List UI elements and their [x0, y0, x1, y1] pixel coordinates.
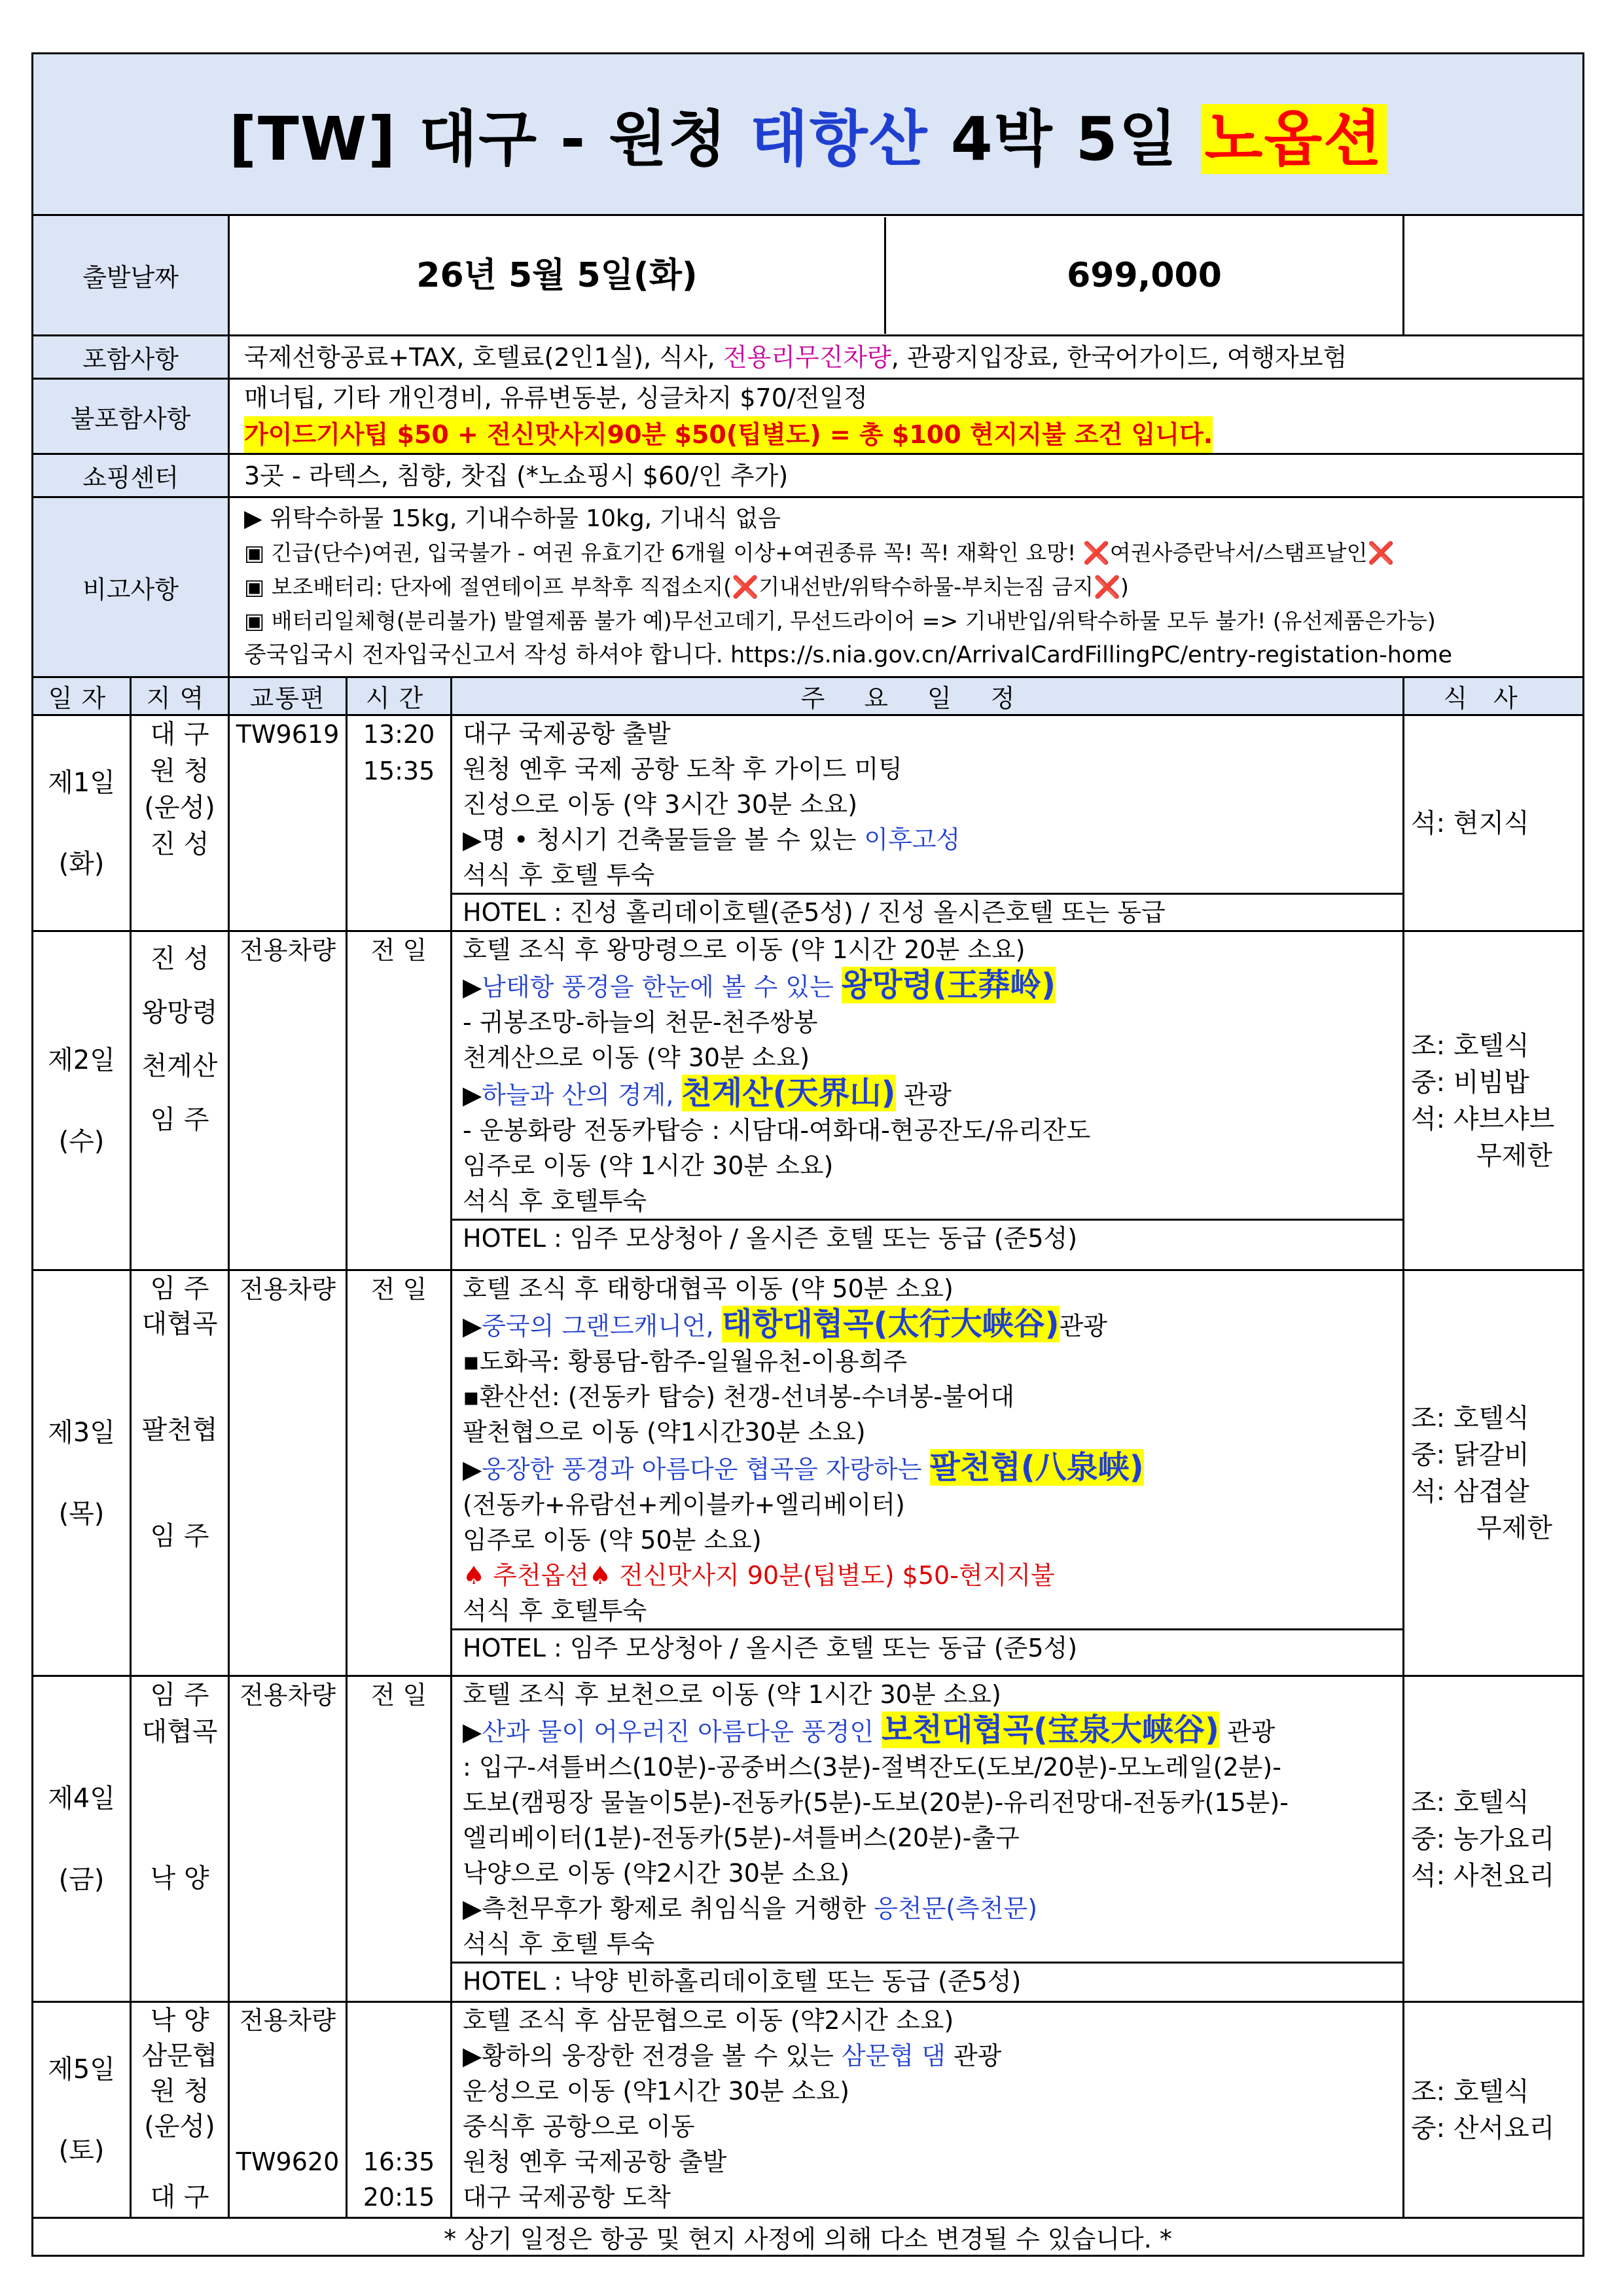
- transport-cell: 전용차량: [229, 1270, 347, 1676]
- note-item: ▣ 보조배터리: 단자에 절연테이프 부착후 직접소지(❌기내선반/위탁수하물-부치는짐 금지❌): [244, 574, 1129, 600]
- schedule-cell: 대구 국제공항 출발 원청 옌후 국제 공항 도착 후 가이드 미팅 진성으로 이동 (약 3시간 30분 소요) ▶명 • 청시기 건축물들을 볼 수 있는 이후고성 석식 후 호텔 투숙 HOTEL : 진성 홀리데이호텔(준5성) / 진성 올시즌호텔 또는 동급: [452, 715, 1404, 931]
- transport-cell: 전용차량: [229, 931, 347, 1270]
- header-meal: 식사: [1404, 677, 1584, 715]
- hotel-line: HOTEL : 임주 모상청아 / 올시즌 호텔 또는 동급 (준5성): [452, 1219, 1402, 1256]
- highlight-attraction: 태항대협곡(太行大峡谷): [721, 1306, 1060, 1342]
- highlight-attraction: 왕망령(王莽岭): [841, 967, 1056, 1003]
- schedule-cell: 호텔 조식 후 보천으로 이동 (약 1시간 30분 소요) ▶산과 물이 어우러진 아름다운 풍경인 보천대협곡(宝泉大峡谷) 관광 : 입구-셔틀버스(10분)-공중버스(3분)-절벽잔도(도보/20분)-모노레일(2분)- 도보(캠핑장 물놀이5분)-전동카(5분)-도보(20분)-유리전망대-전동카(15분)- 엘리베이터(1분)-전동카(5분)-셔틀버스(20분)-출구 낙양으로 이동 (약2시간 30분 소요) ▶측천무후가 황제로 취임식을 거행한 응천문(측천문) 석식 후 호텔 투숙 HOTEL : 낙양 빈하홀리데이호텔 또는 동급 (준5성): [452, 1676, 1404, 2002]
- day-cell: 제4일 (금): [33, 1676, 131, 2002]
- day-row: [33, 931, 1584, 1270]
- day-cell: 제5일 (토): [33, 2002, 131, 2218]
- hotel-line: HOTEL : 임주 모상청아 / 올시즌 호텔 또는 동급 (준5성): [452, 1628, 1402, 1666]
- footer-disclaimer: * 상기 일정은 항공 및 현지 사정에 의해 다소 변경될 수 있습니다. *: [33, 2218, 1584, 2256]
- schedule-cell: 호텔 조식 후 태항대협곡 이동 (약 50분 소요) ▶중국의 그랜드캐니언, 태항대협곡(太行大峡谷)관광 ▪도화곡: 황룡담-함주-일월유천-이용희주 ▪환산선: (전동카 탑승) 천갱-선녀봉-수녀봉-불어대 팔천협으로 이동 (약1시간30분 소요) ▶웅장한 풍경과 아름다운 협곡을 자랑하는 팔천협(八泉峡) (전동카+유람선+케이블카+엘리베이터) 임주로 이동 (약 50분 소요) ♠ 추천옵션♠ 전신맛사지 90분(팁별도) $50-현지지불 석식 후 호텔투숙 HOTEL : 임주 모상청아 / 올시즌 호텔 또는 동급 (준5성): [452, 1270, 1404, 1676]
- note-item: ▶ 위탁수하물 15kg, 기내수하물 10kg, 기내식 없음: [244, 505, 781, 532]
- notes-label: 비고사항: [33, 497, 229, 677]
- day-row: [33, 2002, 1584, 2218]
- page-title: [TW] 대구 - 원청 태항산 4박 5일 노옵션: [33, 54, 1584, 215]
- no-option-badge: 노옵션: [1201, 104, 1387, 174]
- itinerary-table: [31, 52, 1584, 2257]
- shopping-label: 쇼핑센터: [33, 454, 229, 497]
- itinerary-sheet: [31, 52, 1582, 2257]
- excluded-value: 매너팁, 기타 개인경비, 유류변동분, 싱글차지 $70/전일정 가이드기사팁 $50 + 전신맛사지90분 $50(팁별도) = 총 $100 현지지불 조건 입니다.: [229, 379, 1584, 454]
- highlight-attraction: 보천대협곡(宝泉大峡谷): [882, 1712, 1219, 1748]
- highlight-attraction: 천계산(天界山): [681, 1075, 896, 1111]
- transport-cell: TW9619: [229, 715, 347, 931]
- header-transport: 교통편: [229, 677, 347, 715]
- schedule-cell: 호텔 조식 후 삼문협으로 이동 (약2시간 소요) ▶황하의 웅장한 전경을 볼 수 있는 삼문협 댐 관광 운성으로 이동 (약1시간 30분 소요) 중식후 공항으로 이동 원청 옌후 국제공항 출발 대구 국제공항 도착: [452, 2002, 1404, 2218]
- day-cell: 제2일 (수): [33, 931, 131, 1270]
- header-day: 일자: [33, 677, 131, 715]
- time-cell: 전 일: [347, 1676, 452, 2002]
- transport-cell: 전용차량 TW9620: [229, 2002, 347, 2218]
- title-destination: 태항산: [750, 104, 929, 174]
- header-region: 지역: [131, 677, 229, 715]
- hotel-line: HOTEL : 진성 홀리데이호텔(준5성) / 진성 올시즌호텔 또는 동급: [452, 893, 1402, 930]
- note-item: ▣ 배터리일체형(분리불가) 발열제품 불가 예)무선고데기, 무선드라이어 => 기내반입/위탁수하물 모두 불가! (유선제품은가능): [244, 608, 1436, 634]
- header-schedule: 주요일정: [452, 677, 1404, 715]
- excluded-label: 불포함사항: [33, 379, 229, 454]
- included-label: 포함사항: [33, 336, 229, 379]
- region-cell: 대 구 원 청 (운성) 진 성: [131, 715, 229, 931]
- time-cell: 13:20 15:35: [347, 715, 452, 931]
- region-cell: 진 성 왕망령 천계산 임 주: [131, 931, 229, 1270]
- meal-cell: 조: 호텔식 중: 산서요리: [1404, 2002, 1584, 2218]
- highlight-attraction: 팔천협(八泉峡): [929, 1449, 1144, 1486]
- time-cell: 전 일: [347, 1270, 452, 1676]
- price-value: 699,000: [1067, 255, 1222, 295]
- day-row: [33, 1676, 1584, 2002]
- region-cell: 임 주 대협곡 낙 양: [131, 1676, 229, 2002]
- header-time: 시간: [347, 677, 452, 715]
- schedule-cell: 호텔 조식 후 왕망령으로 이동 (약 1시간 20분 소요) ▶남태항 풍경을 한눈에 볼 수 있는 왕망령(王莽岭) - 귀봉조망-하늘의 천문-천주쌍봉 천계산으로 이동 (약 30분 소요) ▶하늘과 산의 경계, 천계산(天界山) 관광 - 운봉화랑 전동카탑승 : 시담대-여화대-현공잔도/유리잔도 임주로 이동 (약 1시간 30분 소요) 석식 후 호텔투숙 HOTEL : 임주 모상청아 / 올시즌 호텔 또는 동급 (준5성): [452, 931, 1404, 1270]
- local-payment-notice: 가이드기사팁 $50 + 전신맛사지90분 $50(팁별도) = 총 $100 현지지불 조건 입니다.: [244, 416, 1213, 453]
- meal-cell: 조: 호텔식 중: 닭갈비 석: 삼겹살 무제한: [1404, 1270, 1584, 1676]
- meal-cell: 석: 현지식: [1404, 715, 1584, 931]
- time-cell: 16:35 20:15: [347, 2002, 452, 2218]
- day-row: [33, 715, 1584, 931]
- note-item: ▣ 긴급(단수)여권, 입국불가 - 여권 유효기간 6개월 이상+여권종류 꼭! 꼭! 재확인 요망! ❌여권사증란낙서/스탬프날인❌: [244, 540, 1395, 565]
- transport-cell: 전용차량: [229, 1676, 347, 2002]
- day-row: [33, 1270, 1584, 1676]
- departure-date-value: 26년 5월 5일(화) 699,000: [229, 215, 1404, 336]
- notes-list: [229, 497, 1584, 677]
- departure-date-label: 출발날짜: [33, 215, 229, 336]
- day-cell: 제3일 (목): [33, 1270, 131, 1676]
- schedule-header: [33, 677, 1584, 715]
- meal-cell: 조: 호텔식 중: 농가요리 석: 사천요리: [1404, 1676, 1584, 2002]
- day-cell: 제1일 (화): [33, 715, 131, 931]
- hotel-line: HOTEL : 낙양 빈하홀리데이호텔 또는 동급 (준5성): [452, 1962, 1402, 1999]
- region-cell: 임 주 대협곡 팔천협 임 주: [131, 1270, 229, 1676]
- time-cell: 전 일: [347, 931, 452, 1270]
- note-item: 중국입국시 전자입국신고서 작성 하셔야 합니다. https://s.nia.gov.cn/ArrivalCardFillingPC/entry-registation-home: [244, 642, 1452, 668]
- included-value: 국제선항공료+TAX, 호텔료(2인1실), 식사, 전용리무진차량, 관광지입장료, 한국어가이드, 여행자보험: [229, 336, 1584, 379]
- shopping-value: 3곳 - 라텍스, 침향, 찻집 (*노쇼핑시 $60/인 추가): [229, 454, 1584, 497]
- recommended-option: ♠ 추천옵션♠ 전신맛사지 90분(팁별도) $50-현지지불: [463, 1561, 1055, 1590]
- region-cell: 낙 양 삼문협 원 청 (운성) 대 구: [131, 2002, 229, 2218]
- meal-cell: 조: 호텔식 중: 비빔밥 석: 샤브샤브 무제한: [1404, 931, 1584, 1270]
